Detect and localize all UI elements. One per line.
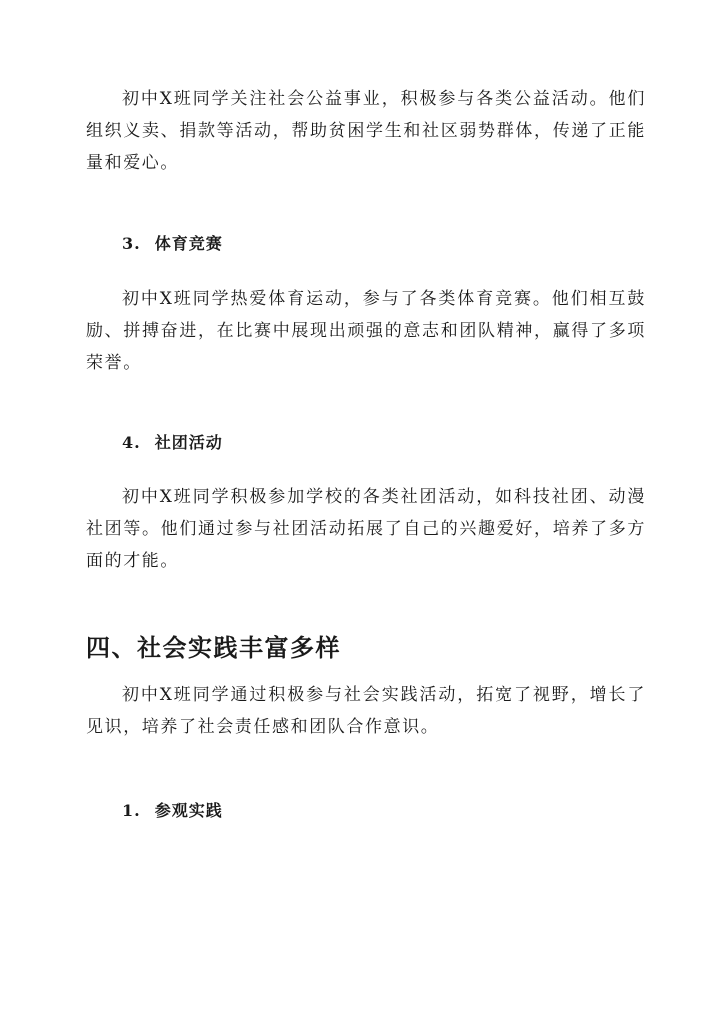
subheading-title: 体育竞赛 xyxy=(154,234,223,253)
paragraph-clubs: 初中X班同学积极参加学校的各类社团活动，如科技社团、动漫社团等。他们通过参与社团活动拓展了自己的兴趣爱好，培养了多方面的才能。 xyxy=(86,487,646,571)
subheading-number: 4. xyxy=(122,433,141,452)
subheading-number: 3. xyxy=(122,234,141,253)
paragraph-charity: 初中X班同学关注社会公益事业，积极参与各类公益活动。他们组织义卖、捐款等活动，帮助贫困学生和社区弱势群体，传递了正能量和爱心。 xyxy=(86,89,646,173)
paragraph-social-practice: 初中X班同学通过积极参与社会实践活动，拓宽了视野，增长了见识，培养了社会责任感和团队合作意识。 xyxy=(86,685,646,737)
subheading-clubs xyxy=(122,430,223,453)
section-title-social-practice: 四、社会实践丰富多样 xyxy=(86,634,341,662)
subheading-number: 1. xyxy=(122,801,141,820)
subheading-title: 社团活动 xyxy=(154,433,223,452)
subheading-sports xyxy=(122,231,223,254)
subheading-visit xyxy=(122,798,223,821)
paragraph-sports: 初中X班同学热爱体育运动，参与了各类体育竞赛。他们相互鼓励、拼搏奋进，在比赛中展现出顽强的意志和团队精神，赢得了多项荣誉。 xyxy=(86,289,646,373)
subheading-title: 参观实践 xyxy=(154,801,223,820)
